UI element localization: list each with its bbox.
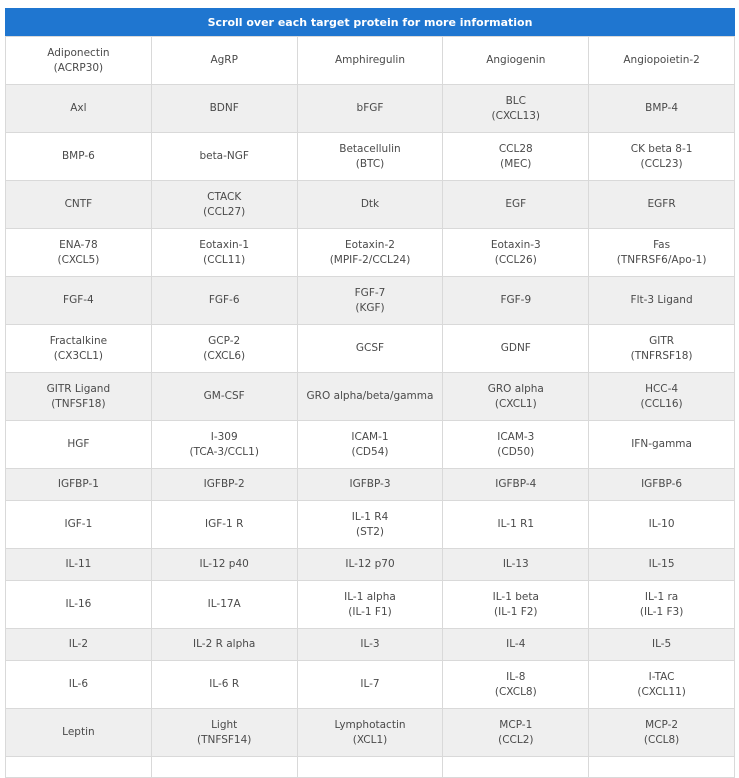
target-protein-cell[interactable]: IL-6 R: [151, 661, 297, 709]
target-protein-cell[interactable]: Angiogenin: [443, 37, 589, 85]
target-protein-cell[interactable]: IL-12 p70: [297, 549, 443, 581]
target-protein-cell[interactable]: BLC (CXCL13): [443, 85, 589, 133]
target-protein-cell[interactable]: IL-2 R alpha: [151, 629, 297, 661]
target-protein-cell[interactable]: [6, 757, 152, 778]
target-protein-cell[interactable]: I-309 (TCA-3/CCL1): [151, 421, 297, 469]
target-protein-cell[interactable]: [443, 757, 589, 778]
table-row: [6, 581, 735, 629]
target-protein-cell[interactable]: FGF-9: [443, 277, 589, 325]
target-protein-cell[interactable]: IL-5: [589, 629, 735, 661]
target-protein-cell[interactable]: FGF-4: [6, 277, 152, 325]
target-protein-cell[interactable]: Dtk: [297, 181, 443, 229]
table-row: [6, 37, 735, 85]
protein-table-container: [5, 8, 735, 778]
table-row: [6, 757, 735, 778]
target-protein-cell[interactable]: IL-12 p40: [151, 549, 297, 581]
table-row: [6, 469, 735, 501]
target-protein-cell[interactable]: GCSF: [297, 325, 443, 373]
target-protein-cell[interactable]: EGFR: [589, 181, 735, 229]
target-protein-cell[interactable]: CK beta 8-1 (CCL23): [589, 133, 735, 181]
target-protein-cell[interactable]: I-TAC (CXCL11): [589, 661, 735, 709]
table-header: Scroll over each target protein for more information: [5, 8, 735, 36]
target-protein-cell[interactable]: Fractalkine (CX3CL1): [6, 325, 152, 373]
target-protein-cell[interactable]: Amphiregulin: [297, 37, 443, 85]
target-protein-cell[interactable]: GCP-2 (CXCL6): [151, 325, 297, 373]
target-protein-cell[interactable]: IFN-gamma: [589, 421, 735, 469]
target-protein-cell[interactable]: ICAM-3 (CD50): [443, 421, 589, 469]
table-row: [6, 133, 735, 181]
target-protein-cell[interactable]: BMP-6: [6, 133, 152, 181]
target-protein-cell[interactable]: IGFBP-6: [589, 469, 735, 501]
target-protein-cell[interactable]: GM-CSF: [151, 373, 297, 421]
target-protein-cell[interactable]: Lymphotactin (XCL1): [297, 709, 443, 757]
target-protein-cell[interactable]: beta-NGF: [151, 133, 297, 181]
table-row: [6, 277, 735, 325]
target-protein-cell[interactable]: CNTF: [6, 181, 152, 229]
target-protein-cell[interactable]: ICAM-1 (CD54): [297, 421, 443, 469]
target-protein-cell[interactable]: [297, 757, 443, 778]
table-row: [6, 229, 735, 277]
target-protein-cell[interactable]: IL-2: [6, 629, 152, 661]
target-protein-cell[interactable]: Adiponectin (ACRP30): [6, 37, 152, 85]
target-protein-cell[interactable]: IL-1 alpha (IL-1 F1): [297, 581, 443, 629]
target-protein-cell[interactable]: Betacellulin (BTC): [297, 133, 443, 181]
table-row: [6, 85, 735, 133]
target-protein-cell[interactable]: CCL28 (MEC): [443, 133, 589, 181]
target-protein-cell[interactable]: IL-11: [6, 549, 152, 581]
target-protein-cell[interactable]: Angiopoietin-2: [589, 37, 735, 85]
target-protein-cell[interactable]: IGFBP-2: [151, 469, 297, 501]
table-row: [6, 421, 735, 469]
target-protein-cell[interactable]: BMP-4: [589, 85, 735, 133]
table-row: [6, 501, 735, 549]
target-protein-cell[interactable]: FGF-7 (KGF): [297, 277, 443, 325]
target-protein-cell[interactable]: IGFBP-1: [6, 469, 152, 501]
target-protein-cell[interactable]: IL-1 R4 (ST2): [297, 501, 443, 549]
target-protein-cell[interactable]: Fas (TNFRSF6/Apo-1): [589, 229, 735, 277]
target-protein-cell[interactable]: GITR (TNFRSF18): [589, 325, 735, 373]
table-row: [6, 325, 735, 373]
target-protein-cell[interactable]: IL-16: [6, 581, 152, 629]
target-protein-cell[interactable]: Eotaxin-3 (CCL26): [443, 229, 589, 277]
table-row: [6, 373, 735, 421]
target-protein-cell[interactable]: IL-3: [297, 629, 443, 661]
target-protein-cell[interactable]: Eotaxin-1 (CCL11): [151, 229, 297, 277]
table-row: [6, 549, 735, 581]
target-protein-cell[interactable]: GDNF: [443, 325, 589, 373]
target-protein-cell[interactable]: EGF: [443, 181, 589, 229]
target-protein-cell[interactable]: MCP-1 (CCL2): [443, 709, 589, 757]
target-protein-cell[interactable]: IGF-1 R: [151, 501, 297, 549]
target-protein-cell[interactable]: [589, 757, 735, 778]
target-protein-cell[interactable]: IL-1 beta (IL-1 F2): [443, 581, 589, 629]
target-protein-cell[interactable]: BDNF: [151, 85, 297, 133]
target-protein-cell[interactable]: GRO alpha (CXCL1): [443, 373, 589, 421]
table-row: [6, 661, 735, 709]
target-protein-cell[interactable]: IGFBP-3: [297, 469, 443, 501]
target-protein-cell[interactable]: IL-6: [6, 661, 152, 709]
target-protein-cell[interactable]: ENA-78 (CXCL5): [6, 229, 152, 277]
target-protein-cell[interactable]: Eotaxin-2 (MPIF-2/CCL24): [297, 229, 443, 277]
target-protein-cell[interactable]: GITR Ligand (TNFSF18): [6, 373, 152, 421]
target-protein-cell[interactable]: CTACK (CCL27): [151, 181, 297, 229]
target-protein-cell[interactable]: Leptin: [6, 709, 152, 757]
target-protein-cell[interactable]: FGF-6: [151, 277, 297, 325]
table-row: [6, 709, 735, 757]
table-row: [6, 629, 735, 661]
target-protein-cell[interactable]: [151, 757, 297, 778]
protein-table: [5, 36, 735, 778]
target-protein-cell[interactable]: IL-4: [443, 629, 589, 661]
target-protein-cell[interactable]: AgRP: [151, 37, 297, 85]
target-protein-cell[interactable]: IL-1 R1: [443, 501, 589, 549]
target-protein-cell[interactable]: IL-13: [443, 549, 589, 581]
target-protein-cell[interactable]: IGF-1: [6, 501, 152, 549]
target-protein-cell[interactable]: HCC-4 (CCL16): [589, 373, 735, 421]
target-protein-cell[interactable]: Axl: [6, 85, 152, 133]
target-protein-cell[interactable]: MCP-2 (CCL8): [589, 709, 735, 757]
target-protein-cell[interactable]: GRO alpha/beta/gamma: [297, 373, 443, 421]
target-protein-cell[interactable]: Light (TNFSF14): [151, 709, 297, 757]
target-protein-cell[interactable]: IGFBP-4: [443, 469, 589, 501]
target-protein-cell[interactable]: IL-17A: [151, 581, 297, 629]
table-row: [6, 181, 735, 229]
target-protein-cell[interactable]: IL-8 (CXCL8): [443, 661, 589, 709]
target-protein-cell[interactable]: IL-10: [589, 501, 735, 549]
target-protein-cell[interactable]: IL-7: [297, 661, 443, 709]
target-protein-cell[interactable]: IL-15: [589, 549, 735, 581]
target-protein-cell[interactable]: IL-1 ra (IL-1 F3): [589, 581, 735, 629]
target-protein-cell[interactable]: Flt-3 Ligand: [589, 277, 735, 325]
target-protein-cell[interactable]: bFGF: [297, 85, 443, 133]
target-protein-cell[interactable]: HGF: [6, 421, 152, 469]
